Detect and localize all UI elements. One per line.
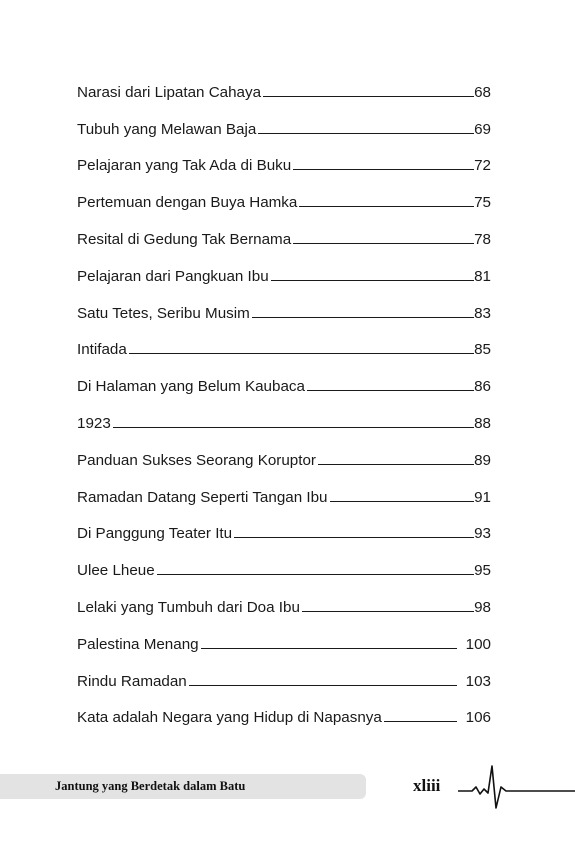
toc-entry-title: Ramadan Datang Seperti Tangan Ibu [77,488,328,506]
toc-entry[interactable] [77,432,491,469]
toc-entry-page: 85 [474,341,491,359]
toc-entry[interactable] [77,248,491,285]
toc-entry-title: Satu Tetes, Seribu Musim [77,304,250,322]
toc-leader-line [258,133,474,134]
toc-entry[interactable] [77,64,491,101]
toc-leader-line [252,317,474,318]
toc-entry[interactable] [77,690,491,727]
toc-leader-line [201,648,457,649]
toc-entry-page: 106 [465,709,491,727]
toc-leader-line [307,390,474,391]
toc-entry-title: Di Panggung Teater Itu [77,525,233,543]
toc-entry[interactable] [77,358,491,395]
heartbeat-line-icon [458,760,575,816]
footer-book-title: Jantung yang Berdetak dalam Batu [55,779,246,793]
toc-entry-title: Pertemuan dengan Buya Hamka [77,194,298,212]
toc-entry-page: 95 [474,562,491,580]
toc-entry-title: Rindu Ramadan [77,672,187,690]
toc-entry-title: Kata adalah Negara yang Hidup di Napasnya [77,709,382,727]
toc-entry-page: 72 [474,157,491,175]
toc-entry-page: 88 [474,414,491,432]
toc-leader-line [234,537,474,538]
toc-entry[interactable] [77,653,491,690]
toc-entry[interactable] [77,211,491,248]
toc-entry[interactable] [77,174,491,211]
toc-entry[interactable] [77,395,491,432]
toc-leader-line [384,721,457,722]
toc-entry-title: Pelajaran dari Pangkuan Ibu [77,267,269,285]
toc-entry[interactable] [77,579,491,616]
toc-entry-title: Palestina Menang [77,635,199,653]
toc-entry[interactable] [77,616,491,653]
toc-entry-title: Resital di Gedung Tak Bernama [77,230,292,248]
toc-entry-page: 86 [474,378,491,396]
toc-entry[interactable] [77,138,491,175]
toc-leader-line [330,501,475,502]
toc-entry-title: Tubuh yang Melawan Baja [77,120,257,138]
footer-page-number: xliii [413,776,441,795]
toc-entry-page: 93 [474,525,491,543]
toc-entry-title: Lelaki yang Tumbuh dari Doa Ibu [77,598,300,616]
toc-leader-line [293,243,474,244]
toc-entry-page: 69 [474,120,491,138]
toc-entry-page: 68 [474,83,491,101]
toc-entry-page: 75 [474,194,491,212]
toc-entry-page: 89 [474,451,491,469]
toc-entry-title: Pelajaran yang Tak Ada di Buku [77,157,292,175]
toc-entry-page: 103 [465,672,491,690]
toc-entry[interactable] [77,469,491,506]
toc-entry-title: Di Halaman yang Belum Kaubaca [77,378,305,396]
toc-entry[interactable] [77,322,491,359]
toc-leader-line [263,96,474,97]
toc-entry-title: Ulee Lheue [77,562,155,580]
toc-entry-page: 83 [474,304,491,322]
toc-entry-title: Panduan Sukses Seorang Koruptor [77,451,316,469]
table-of-contents [77,64,491,726]
toc-entry-page: 98 [474,598,491,616]
toc-entry-page: 81 [474,267,491,285]
toc-leader-line [271,280,474,281]
toc-leader-line [129,353,474,354]
toc-leader-line [189,685,457,686]
toc-leader-line [113,427,474,428]
toc-entry-title: Intifada [77,341,127,359]
toc-entry-page: 91 [474,488,491,506]
toc-entry-page: 78 [474,230,491,248]
toc-leader-line [293,169,474,170]
toc-entry-title: Narasi dari Lipatan Cahaya [77,83,262,101]
toc-leader-line [299,206,474,207]
toc-entry-page: 100 [465,635,491,653]
toc-entry[interactable] [77,542,491,579]
toc-leader-line [157,574,474,575]
toc-entry[interactable] [77,285,491,322]
toc-leader-line [318,464,474,465]
toc-entry[interactable] [77,506,491,543]
toc-leader-line [302,611,474,612]
toc-entry[interactable] [77,101,491,138]
toc-entry-title: 1923 [77,414,111,432]
